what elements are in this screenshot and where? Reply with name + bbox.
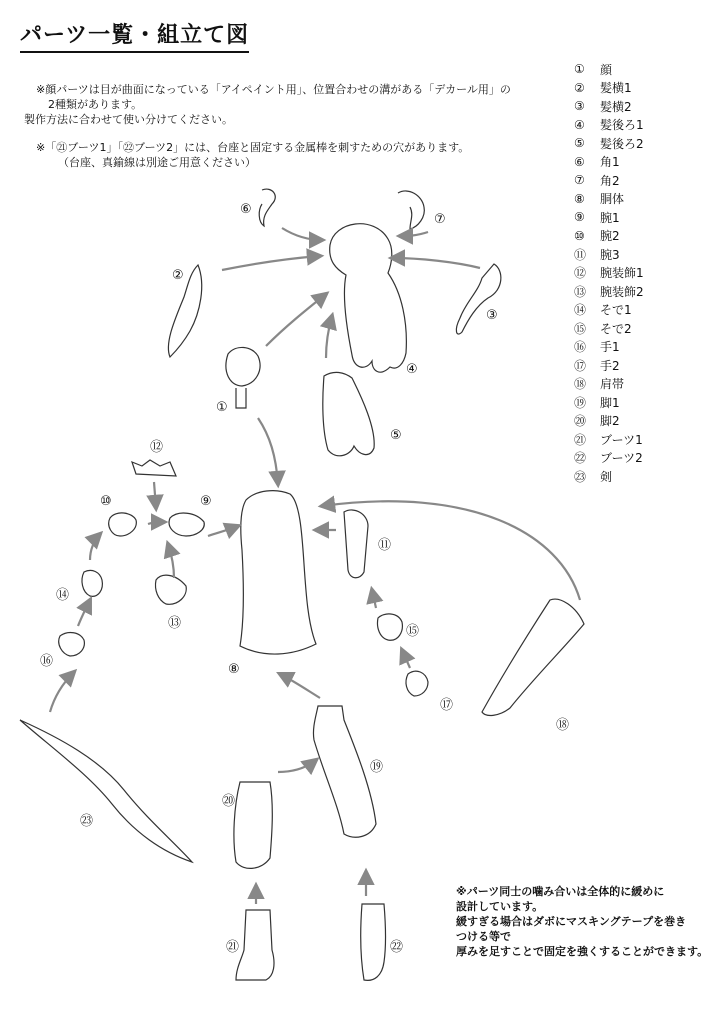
arrow — [278, 760, 316, 772]
arrow — [154, 482, 156, 508]
part-label: ⑲ — [370, 760, 384, 775]
legend-number: ② — [574, 80, 585, 95]
legend-number: ④ — [574, 117, 585, 132]
legend-number: ⑭ — [574, 303, 587, 318]
note-line: ※顔パーツは目が曲面になっている「アイペイント用」、位置合わせの溝がある「デカール用」の — [36, 83, 511, 96]
head-hair-part — [330, 224, 407, 372]
legend-number: ⑬ — [574, 284, 587, 299]
part-label: ③ — [486, 308, 498, 323]
legend-number: ⑱ — [574, 377, 587, 392]
legend-part-name: 手1 — [600, 340, 620, 355]
legend-number: ⑳ — [574, 414, 587, 429]
arm3-part — [344, 510, 368, 578]
legend-number: ⑪ — [574, 247, 587, 262]
legend-part-name: ブーツ1 — [600, 432, 643, 447]
part-label: ⑤ — [390, 428, 402, 443]
legend-part-name: 肩帯 — [600, 377, 625, 392]
arrow — [372, 590, 376, 608]
legend-number: ⑤ — [574, 136, 585, 151]
arm1-part — [169, 513, 204, 536]
legend-part-name: 角2 — [600, 173, 620, 188]
legend-part-name: 腕装飾1 — [600, 266, 644, 281]
arrow — [322, 501, 580, 600]
part-label: ⑯ — [40, 654, 54, 669]
back-hair2-part — [323, 372, 374, 455]
part-label: ② — [172, 268, 184, 283]
part-label: ① — [216, 400, 228, 415]
part-label: ⑪ — [378, 538, 392, 553]
footnote-line: ※パーツ同士の噛み合いは全体的に緩めに — [456, 885, 665, 898]
legend-part-name: 剣 — [600, 469, 613, 484]
arrow — [402, 650, 410, 668]
legend-number: ⑥ — [574, 154, 585, 169]
arrow — [392, 258, 480, 268]
arrow — [326, 316, 332, 358]
legend-part-name: 脚2 — [600, 414, 620, 429]
footnote-line: 設計しています。 — [456, 900, 544, 913]
note-line: 製作方法に合わせて使い分けてください。 — [24, 113, 233, 126]
legend-part-name: そで1 — [600, 303, 632, 318]
legend-number: ㉓ — [574, 469, 587, 484]
arrow — [266, 294, 326, 346]
arrow — [280, 674, 320, 698]
legend-number: ㉒ — [574, 451, 587, 466]
legend-part-name: 髪後ろ2 — [600, 136, 644, 151]
legend-part-name: そで2 — [600, 321, 632, 336]
arrow — [78, 600, 90, 626]
arm-deco2-part — [155, 575, 186, 604]
arrow — [148, 522, 164, 524]
note-line: （台座、真鍮線は別途ご用意ください） — [58, 156, 256, 169]
legend-number: ③ — [574, 99, 585, 114]
note-line: ※「㉑ブーツ1」「㉒ブーツ2」には、台座と固定する金属棒を刺すための穴があります。 — [36, 141, 470, 154]
part-label: ⑱ — [556, 718, 570, 733]
legend-number: ⑯ — [574, 340, 587, 355]
legend-part-name: 胴体 — [600, 192, 625, 207]
part-label: ⑧ — [228, 662, 240, 677]
part-label: ㉑ — [226, 940, 240, 955]
horn1-part — [259, 189, 275, 226]
note-line: 2種類があります。 — [48, 98, 143, 111]
legend-part-name: 腕装飾2 — [600, 284, 644, 299]
arrow — [282, 228, 322, 240]
legend-number: ⑮ — [574, 321, 587, 336]
footnote-line: 厚みを足すことで固定を強くすることができます。 — [456, 945, 709, 958]
arm-deco1-part — [132, 460, 176, 476]
shoulder-sash-part — [482, 599, 584, 715]
torso-part — [240, 491, 316, 654]
legend-part-name: 腕3 — [600, 247, 620, 262]
legend-part-name: 髪後ろ1 — [600, 118, 644, 133]
part-label: ⑦ — [434, 212, 446, 227]
part-label: ⑨ — [200, 494, 212, 509]
part-label: ④ — [406, 362, 418, 377]
part-label: ⑰ — [440, 698, 454, 713]
arrow — [90, 534, 100, 560]
sleeve2-part — [377, 614, 402, 640]
sword-part — [20, 720, 192, 862]
legend-part-name: 腕2 — [600, 229, 620, 244]
legend-part-name: 手2 — [600, 358, 620, 373]
arrow — [258, 418, 278, 484]
part-label: ㉓ — [80, 814, 94, 829]
legend-number: ⑰ — [574, 358, 587, 373]
legend-number: ⑦ — [574, 173, 585, 188]
legend-part-name: 顔 — [600, 62, 613, 77]
legend-number: ⑩ — [574, 228, 585, 243]
legend-part-name: 角1 — [600, 155, 620, 170]
leg1-part — [313, 706, 376, 837]
arrow — [50, 672, 74, 712]
page-title: パーツ一覧・組立て図 — [20, 18, 249, 53]
leg2-part — [234, 782, 272, 868]
arrow — [208, 526, 238, 536]
arrow — [222, 256, 320, 270]
boot2-part — [361, 904, 386, 980]
legend-number: ⑫ — [574, 266, 587, 281]
legend-part-name: 髪横1 — [600, 81, 632, 96]
legend-number: ① — [574, 62, 585, 77]
footnote-line: 緩すぎる場合はダボにマスキングテープを巻き — [456, 915, 687, 928]
part-label: ⑮ — [406, 624, 420, 639]
side-hair2-part — [456, 264, 501, 334]
legend-number: ⑧ — [574, 191, 585, 206]
hand2-part — [406, 671, 428, 696]
legend-part-name: 脚1 — [600, 395, 620, 410]
legend-number: ⑲ — [574, 395, 587, 410]
legend-part-name: 腕1 — [600, 210, 620, 225]
face-part — [226, 347, 260, 408]
part-label: ㉒ — [390, 940, 404, 955]
arrow — [168, 544, 174, 578]
part-label: ⑫ — [150, 440, 164, 455]
sleeve1-part — [82, 570, 102, 596]
footnote-line: つける等で — [456, 930, 511, 943]
part-label: ⑥ — [240, 202, 252, 217]
arrow — [400, 232, 428, 236]
legend-part-name: ブーツ2 — [600, 451, 643, 466]
arm2-part — [109, 513, 137, 536]
part-label: ⑭ — [56, 588, 70, 603]
part-label: ⑬ — [168, 616, 182, 631]
horn2-part — [398, 191, 424, 229]
part-label: ⑳ — [222, 794, 236, 809]
boot1-part — [236, 910, 274, 980]
legend-number: ㉑ — [574, 432, 587, 447]
legend-number: ⑨ — [574, 210, 585, 225]
legend-part-name: 髪横2 — [600, 99, 632, 114]
hand1-part — [59, 633, 85, 656]
part-label: ⑩ — [100, 494, 112, 509]
